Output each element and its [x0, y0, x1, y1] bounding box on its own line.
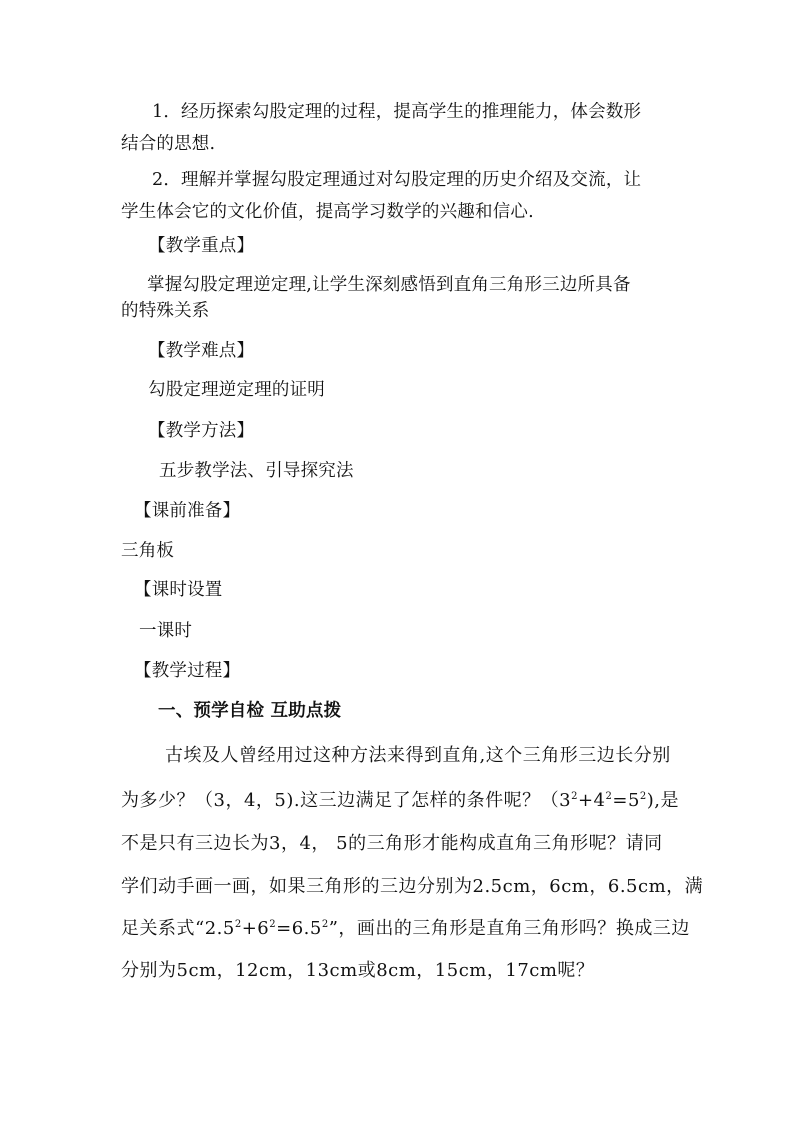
paragraph-line-1: 古埃及人曾经用过这种方法来得到直角,这个三角形三边长分别	[165, 745, 671, 766]
exponent: 2	[639, 791, 647, 802]
method-heading: 【教学方法】	[148, 421, 255, 441]
paragraph-line-5-part-c: =6.5	[276, 918, 322, 939]
paragraph-line-2	[121, 790, 679, 812]
exponent: 2	[605, 791, 613, 802]
key-points-line-1: 掌握勾股定理逆定理,让学生深刻感悟到直角三角形三边所具备	[147, 275, 631, 295]
section-title: 一、预学自检 互助点拨	[158, 701, 342, 721]
objective-2-line-1: 2．理解并掌握勾股定理通过对勾股定理的历史介绍及交流，让	[152, 170, 642, 190]
paragraph-line-3: 不是只有三边长为3，4， 5的三角形才能构成直角三角形呢？请同	[121, 833, 663, 854]
key-points-heading: 【教学重点】	[148, 236, 255, 256]
exponent: 2	[269, 919, 277, 930]
schedule-text: 一课时	[139, 621, 193, 641]
paragraph-line-5-part-d: ”，画出的三角形是直角三角形吗？换成三边	[328, 918, 690, 939]
paragraph-line-2-part-c: =5	[612, 790, 640, 811]
objective-2-line-2: 学生体会它的文化价值，提高学习数学的兴趣和信心.	[121, 202, 534, 222]
preparation-heading: 【课前准备】	[134, 501, 241, 521]
paragraph-line-2-part-a: 为多少？（3，4，5).这三边满足了怎样的条件呢？（3	[121, 790, 572, 811]
paragraph-line-5-part-a: 足关系式“2.5	[121, 918, 235, 939]
exponent: 2	[571, 791, 578, 802]
paragraph-line-5-part-b: +6	[241, 918, 270, 939]
objective-1-line-1: 1．经历探索勾股定理的过程，提高学生的推理能力，体会数形	[152, 102, 642, 122]
difficulty-heading: 【教学难点】	[148, 341, 255, 361]
process-heading: 【教学过程】	[134, 661, 241, 681]
key-points-line-2: 的特殊关系	[121, 301, 210, 321]
paragraph-line-5	[121, 918, 690, 940]
paragraph-line-4: 学们动手画一画，如果三角形的三边分别为2.5cm，6cm，6.5cm，满	[121, 876, 704, 897]
objective-1-line-2: 结合的思想.	[121, 134, 216, 154]
preparation-text: 三角板	[121, 541, 175, 561]
paragraph-line-2-part-d: ),是	[646, 790, 680, 811]
exponent: 2	[321, 919, 329, 930]
paragraph-line-6: 分别为5cm，12cm，13cm或8cm，15cm，17cm呢？	[121, 960, 595, 981]
difficulty-text: 勾股定理逆定理的证明	[148, 380, 325, 400]
paragraph-line-2-part-b: +4	[577, 790, 606, 811]
exponent: 2	[234, 919, 242, 930]
method-text: 五步教学法、引导探究法	[159, 461, 354, 481]
schedule-heading: 【课时设置	[134, 580, 223, 600]
